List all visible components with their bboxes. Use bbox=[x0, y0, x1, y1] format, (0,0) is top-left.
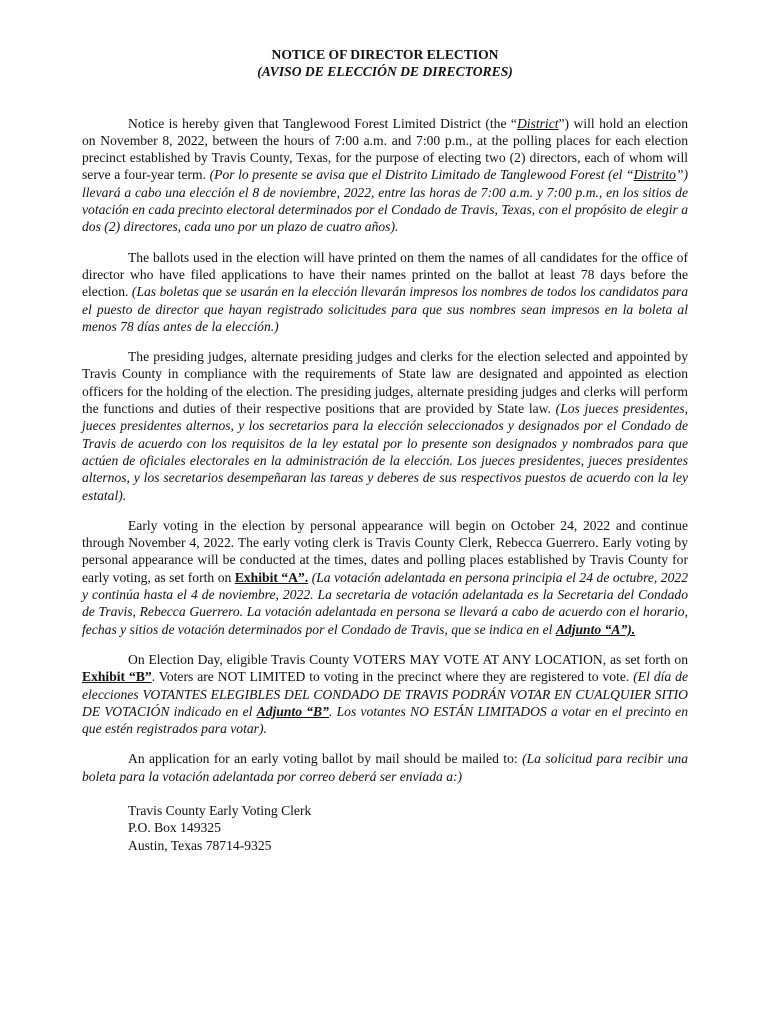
paragraph-ballots bbox=[82, 249, 688, 335]
distrito-term: Distrito bbox=[633, 167, 676, 183]
p1-spanish-a: (Por lo presente se avisa que el Distrito Limitado de Tanglewood Forest (el “ bbox=[209, 167, 634, 183]
address-line-3: Austin, Texas 78714-9325 bbox=[128, 837, 272, 853]
address-line-2: P.O. Box 149325 bbox=[128, 820, 221, 836]
p2-spanish: (Las boletas que se usarán en la elección llevarán impresos los nombres de todos los candidatos para el puesto de director que hayan registrado solicitudes para que sus nombres sean impresos en la boleta al menos 78 días antes de la elección.) bbox=[82, 284, 688, 334]
p5-spanish-b: . Los votantes NO ESTÁN LIMITADOS a votar en el precinto en que estén registrados para votar). bbox=[82, 703, 688, 737]
p5-english-b: . Voters are NOT LIMITED to voting in the precinct where they are registered to vote. bbox=[151, 669, 630, 685]
p6-english: An application for an early voting ballot by mail should be mailed to: bbox=[128, 751, 518, 767]
adjunto-b-reference: Adjunto “B” bbox=[256, 703, 329, 719]
p2-english: The ballots used in the election will have printed on them the names of all candidates for the office of director who have filed applications to have their names printed on the ballot at least 78 days before the election. bbox=[82, 249, 688, 300]
p4-english: Early voting in the election by personal appearance will begin on October 24, 2022 and continue through November 4, 2022. The early voting clerk is Travis County Clerk, Rebecca Guerrero. Early voting by personal appearance will be conducted at the times, dates and polling places established by Travis County for early voting, as set forth on bbox=[82, 517, 688, 585]
paragraph-early-voting bbox=[82, 517, 688, 638]
p5-spanish-a: (El día de elecciones VOTANTES ELEGIBLES DEL CONDADO DE TRAVIS PODRÁN VOTAR EN CUALQUIER SITIO DE VOTACIÓN indicado en el bbox=[82, 669, 689, 719]
p3-english: The presiding judges, alternate presiding judges and clerks for the election selected and appointed by Travis County in compliance with the requirements of State law are designated and appointed as election officers for the holding of the election. The presiding judges, alternate presiding judges and clerks will perform the functions and duties of their respective positions that are provided by State law. bbox=[82, 349, 688, 417]
paragraph-mail-ballot bbox=[82, 750, 688, 785]
p1-spanish-b: ”) llevará a cabo una elección el 8 de noviembre, 2022, entre las horas de 7:00 a.m. y 7:00 p.m., en los sitios de votación en cada precinto electoral determinados por el Condado de Travis, Texas, con el propósito de elegir a dos (2) directores, cada uno por un plazo de cuatro años). bbox=[82, 167, 688, 235]
notice-title: NOTICE OF DIRECTOR ELECTION bbox=[271, 47, 499, 62]
p5-english-a: On Election Day, eligible Travis County VOTERS MAY VOTE AT ANY LOCATION, as set forth on bbox=[128, 651, 688, 667]
paragraph-election-notice bbox=[82, 115, 688, 236]
p4-spanish: (La votación adelantada en persona principia el 24 de octubre, 2022 y continúa hasta el 4 de noviembre, 2022. La secretaria de votación adelantada es la Secretaria del Condado de Travis, Rebecca Guerrero. La votación adelantada en persona se llevará a cabo de acuerdo con el horario, fechas y sitios de votación determinados por el Condado de Travis, que se indica en el bbox=[82, 569, 688, 637]
p3-spanish: (Los jueces presidentes, jueces presidentes alternos, y los secretarios para la elección seleccionados y designados por el Condado de Travis de acuerdo con los requisitos de la ley estatal por lo presente son designados y nombrados para que actúen de oficiales electorales en la administración de la elección. Los jueces presidentes, jueces presidentes alternos, y los secretarios desempeñaran las tareas y deberes de sus respectivos puestos de acuerdo con la ley estatal). bbox=[82, 401, 689, 503]
p1-english-b: ”) will hold an election on November 8, 2022, between the hours of 7:00 a.m. and 7:00 p.m., at the polling places for each election precinct established by Travis County, Texas, for the purpose of electing two (2) directors, each of whom will serve a four-year term. bbox=[82, 115, 688, 183]
adjunto-a-reference: Adjunto “A”). bbox=[555, 621, 636, 637]
p1-english-a: Notice is hereby given that Tanglewood Forest Limited District (the “ bbox=[128, 115, 517, 131]
district-term: District bbox=[516, 115, 559, 131]
notice-subtitle: (AVISO DE ELECCIÓN DE DIRECTORES) bbox=[257, 64, 513, 80]
paragraph-judges bbox=[82, 348, 688, 504]
address-line-1: Travis County Early Voting Clerk bbox=[128, 802, 312, 818]
p6-spanish: (La solicitud para recibir una boleta para la votación adelantada por correo deberá ser enviada a:) bbox=[82, 751, 688, 784]
exhibit-b-reference: Exhibit “B” bbox=[82, 669, 152, 685]
mailing-address bbox=[128, 802, 688, 854]
notice-body bbox=[82, 46, 688, 854]
paragraph-election-day bbox=[82, 651, 688, 737]
exhibit-a-reference: Exhibit “A”. bbox=[234, 569, 309, 585]
